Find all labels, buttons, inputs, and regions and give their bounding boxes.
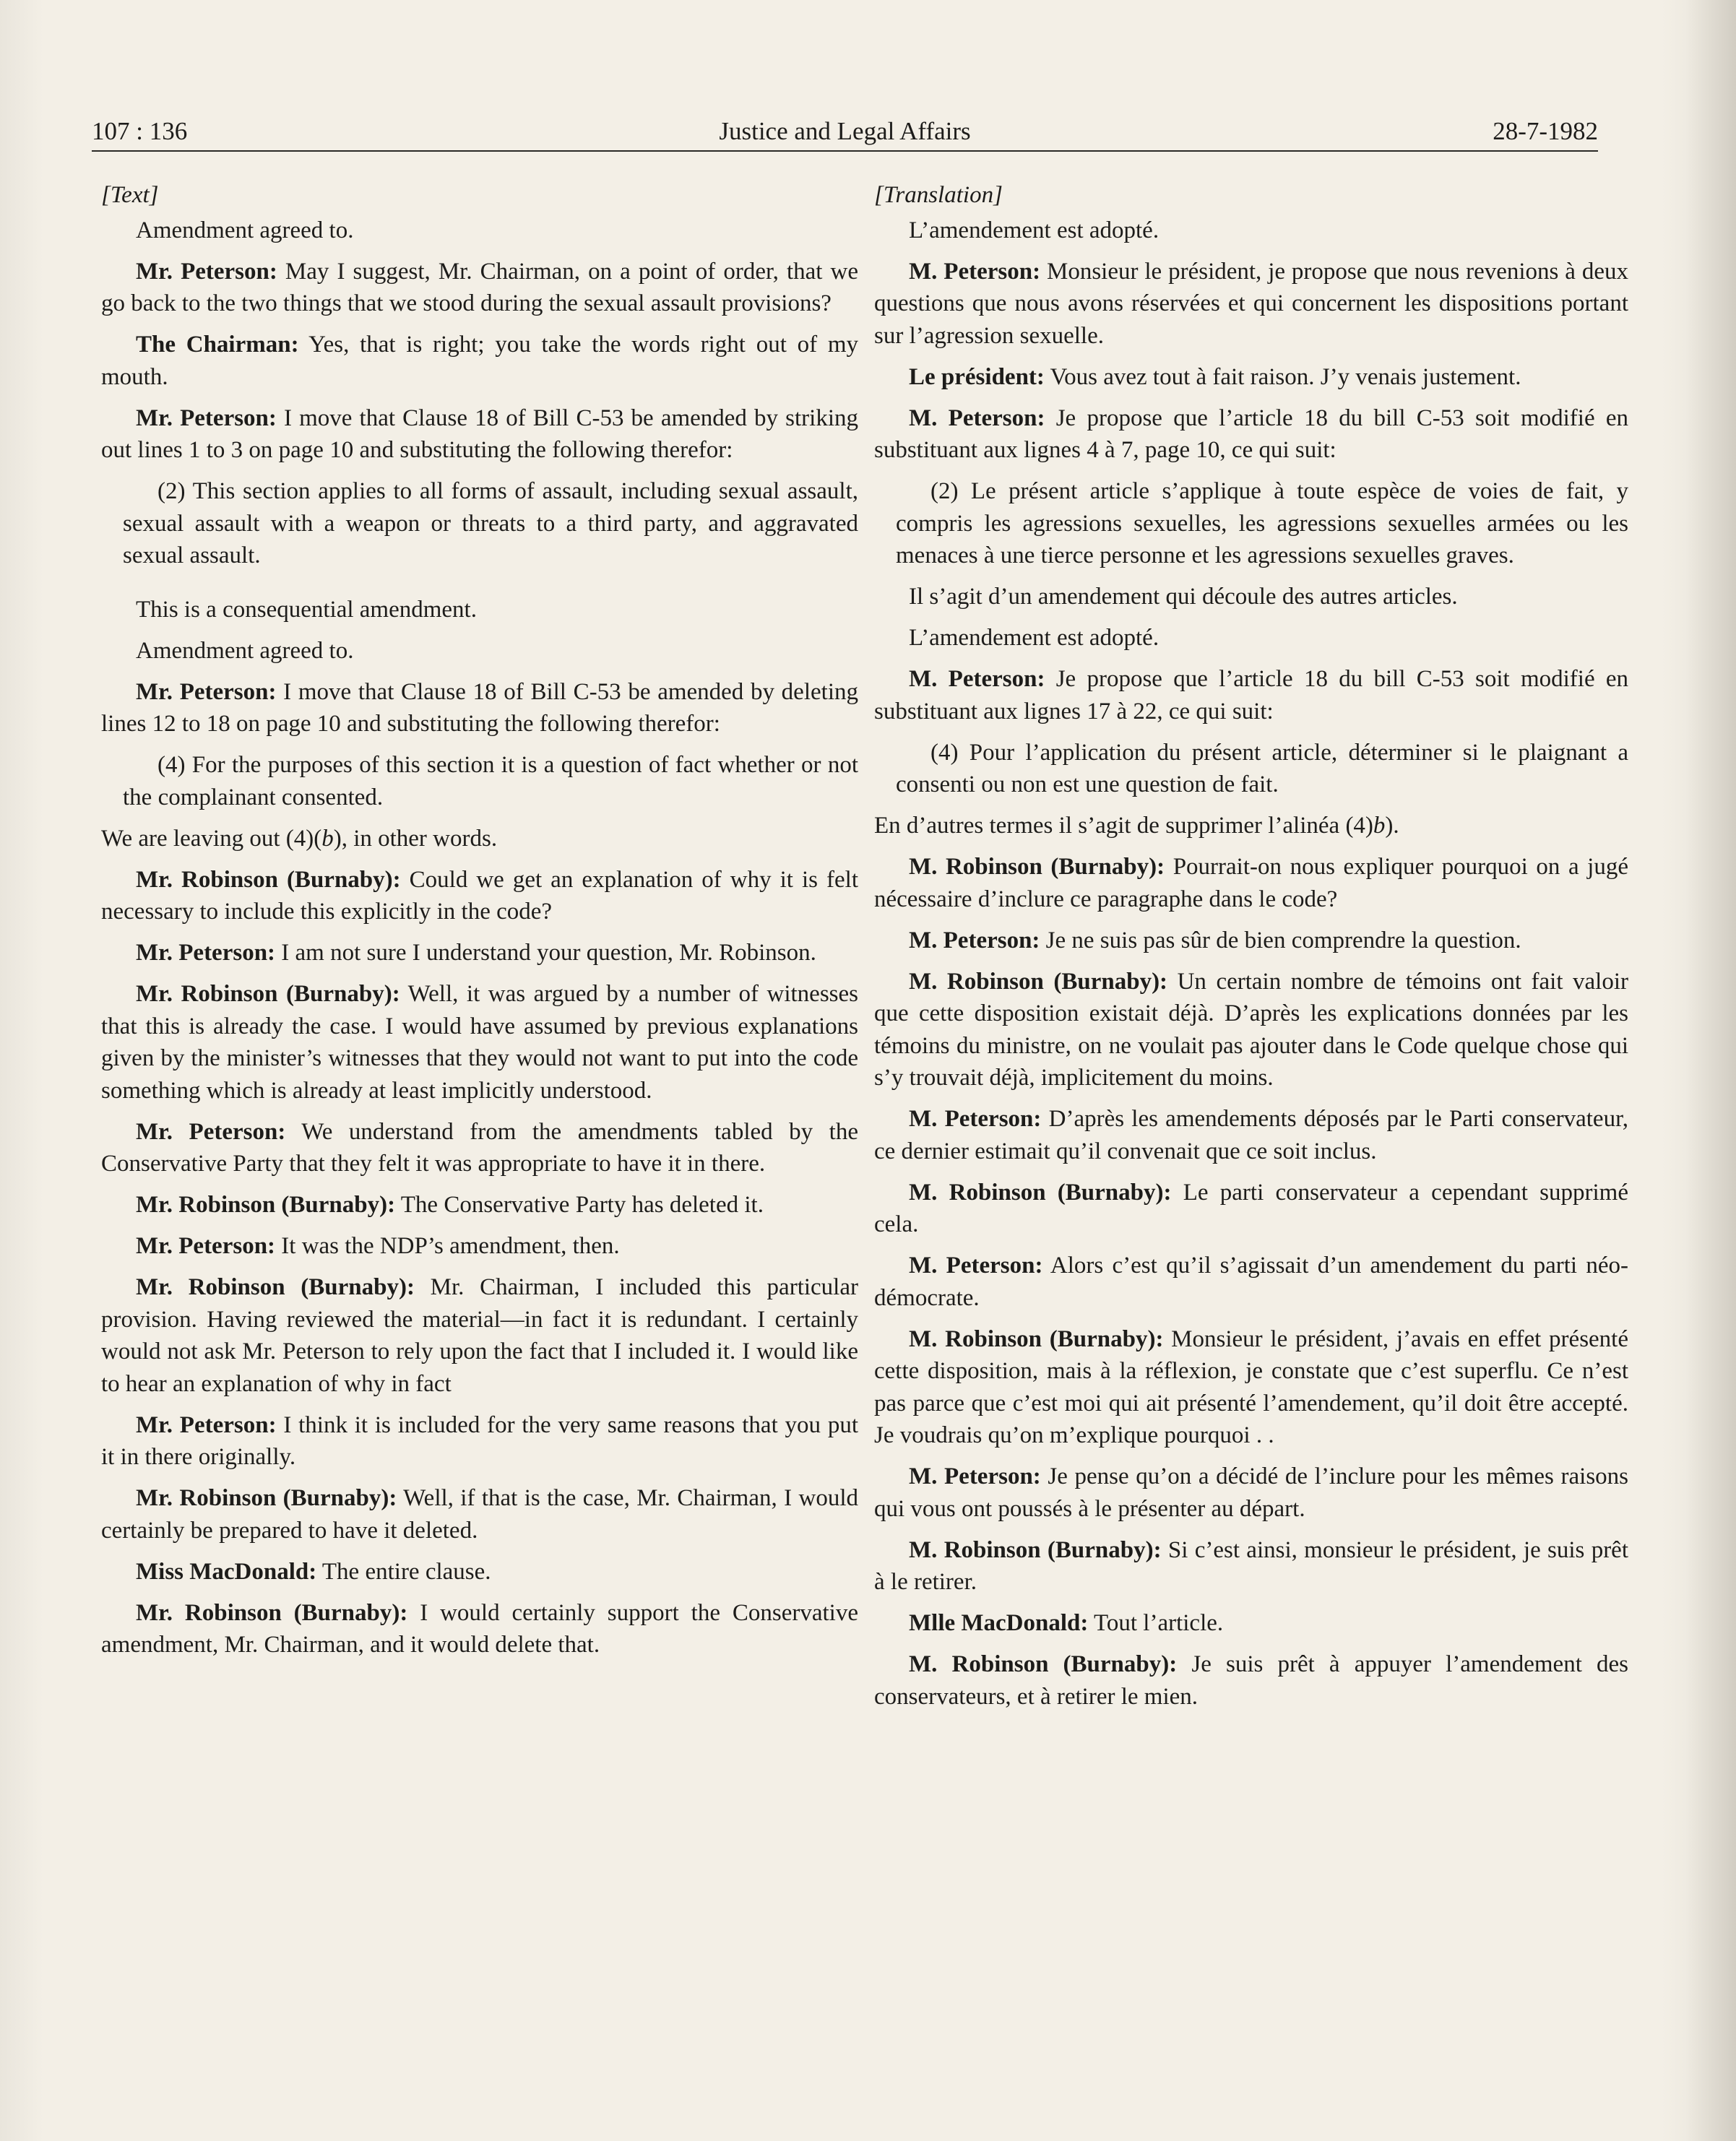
speaker-name: Mr. Robinson (Burnaby): — [136, 1485, 397, 1511]
speech-text: Je ne suis pas sûr de bien comprendre la question. — [1040, 927, 1521, 953]
speaker-name: Mr. Robinson (Burnaby): — [136, 1274, 415, 1300]
speech-text: Yes, that is right; you take the words right out of my mouth. — [101, 332, 858, 390]
translation-tag: [Translation] — [874, 182, 1003, 208]
speaker-name: M. Peterson: — [909, 927, 1040, 953]
text-tag: [Text] — [101, 182, 159, 208]
speaker-name: Mr. Peterson: — [136, 1118, 286, 1145]
speech-paragraph — [874, 1461, 1628, 1525]
speech-paragraph — [101, 256, 858, 320]
speaker-name: M. Peterson: — [909, 1253, 1043, 1279]
speech-text: I move that Clause 18 of Bill C-53 be amended by striking out lines 1 to 3 on page 10 and substituting the following therefor: — [101, 405, 858, 463]
speaker-name: Mr. Peterson: — [136, 678, 277, 705]
speech-paragraph — [874, 1648, 1628, 1713]
speech-text: Je propose que l’article 18 du bill C-53 soit modifié en substituant aux lignes 17 à 22, ce qui suit: — [874, 666, 1628, 725]
speech-text: The entire clause. — [316, 1558, 491, 1585]
speech-text: Mr. Chairman, I included this particular provision. Having reviewed the material—in fact it is redundant. I certainly would not ask Mr. Peterson to rely upon the fact that I included it. I would like to hear an explanation of why in fact — [101, 1274, 858, 1397]
note-paragraph — [874, 810, 1628, 842]
speech-paragraph — [101, 937, 858, 969]
speech-paragraph — [101, 402, 858, 467]
speech-text: Le parti conservateur a cependant supprimé cela. — [874, 1179, 1628, 1237]
speech-paragraph — [874, 1177, 1628, 1241]
statement-paragraph: Amendment agreed to. — [136, 637, 354, 664]
speaker-name: Mr. Robinson (Burnaby): — [136, 1599, 408, 1626]
speech-text: I think it is included for the very same reasons that you put it in there originally. — [101, 1411, 858, 1470]
speaker-name: M. Peterson: — [909, 405, 1045, 431]
statement-paragraph: Amendment agreed to. — [136, 217, 354, 243]
note-text-pre: We are leaving out (4)( — [101, 825, 322, 852]
speaker-name: M. Robinson (Burnaby): — [909, 854, 1165, 880]
french-column — [874, 179, 1628, 1722]
speech-text: Je propose que l’article 18 du bill C-53 soit modifié en substituant aux lignes 4 à 7, page 10, ce qui suit: — [874, 405, 1628, 463]
amendment-text: (2) Le présent article s’applique à toute espèce de voies de fait, y compris les agressions sexuelles, les agressions sexuelles armées ou les menaces à une tierce personne et les agressions sexuelles graves. — [896, 478, 1628, 568]
speech-text: We understand from the amendments tabled by the Conservative Party that they felt it was appropriate to have it in there. — [101, 1118, 858, 1177]
speech-text: May I suggest, Mr. Chairman, on a point of order, that we go back to the two things that we stood during the sexual assault provisions? — [101, 258, 858, 316]
page-number: 107 : 136 — [92, 117, 188, 145]
speaker-name: Mr. Peterson: — [136, 258, 277, 285]
speaker-name: M. Peterson: — [909, 258, 1041, 285]
speech-text: The Conservative Party has deleted it. — [395, 1192, 764, 1218]
page-spine-shadow — [1685, 0, 1736, 2141]
statement-paragraph: L’amendement est adopté. — [909, 217, 1160, 243]
speaker-name: Mr. Peterson: — [136, 1233, 276, 1259]
note-text-pre: En d’autres termes il s’agit de supprimer l’alinéa (4) — [874, 813, 1373, 839]
speaker-name: Mr. Robinson (Burnaby): — [136, 866, 401, 893]
speech-paragraph — [101, 1482, 858, 1547]
speech-text: Tout l’article. — [1088, 1610, 1224, 1636]
speaker-name: Mr. Peterson: — [136, 405, 277, 431]
speaker-name: M. Robinson (Burnaby): — [909, 1179, 1172, 1206]
speaker-name: Le président: — [909, 363, 1045, 390]
speech-paragraph — [101, 1409, 858, 1474]
speaker-name: Mr. Robinson (Burnaby): — [136, 1192, 396, 1218]
english-column — [101, 179, 858, 1670]
speech-paragraph — [101, 1230, 858, 1263]
speech-paragraph — [874, 1250, 1628, 1314]
speech-text: Pourrait-on nous expliquer pourquoi on a jugé nécessaire d’inclure ce paragraphe dans le code? — [874, 854, 1628, 912]
speech-paragraph — [101, 864, 858, 928]
statement-paragraph: L’amendement est adopté. — [909, 625, 1160, 651]
speech-paragraph — [101, 1116, 858, 1180]
speech-text: Well, if that is the case, Mr. Chairman, I would certainly be prepared to have it deleted. — [101, 1485, 858, 1544]
speech-paragraph — [874, 402, 1628, 467]
speech-text: Could we get an explanation of why it is felt necessary to include this explicitly in the code? — [101, 866, 858, 925]
speech-paragraph — [101, 1597, 858, 1661]
speaker-name: Miss MacDonald: — [136, 1558, 317, 1585]
speech-text: Well, it was argued by a number of witnesses that this is already the case. I would have assumed by previous explanations given by the minister’s witnesses that they would not want to put into the code something which is already at least implicitly understood. — [101, 981, 858, 1104]
speaker-name: Mr. Peterson: — [136, 1411, 277, 1438]
page-header — [92, 101, 1598, 152]
speech-paragraph — [101, 1271, 858, 1400]
speech-text: I would certainly support the Conservative amendment, Mr. Chairman, and it would delete that. — [101, 1599, 858, 1658]
statement-paragraph: Il s’agit d’un amendement qui découle des autres articles. — [909, 584, 1458, 610]
note-text-em: b — [321, 825, 334, 852]
note-paragraph — [101, 823, 858, 855]
note-text-post: ), in other words. — [333, 825, 498, 852]
speaker-name: M. Peterson: — [909, 1106, 1042, 1132]
speaker-name: M. Robinson (Burnaby): — [909, 1651, 1178, 1677]
speaker-name: Mlle MacDonald: — [909, 1610, 1089, 1636]
speaker-name: The Chairman: — [136, 332, 299, 358]
speech-paragraph — [874, 1607, 1628, 1640]
speech-text: Monsieur le président, j’avais en effet présenté cette disposition, mais à la réflexion, je constate que c’est superflu. Ce n’est pas parce que c’est moi qui ait présenté l’amendement, qu’il doit être accepté. Je voudrais qu’on m’explique pourquoi . . — [874, 1325, 1628, 1448]
speech-paragraph — [874, 851, 1628, 915]
amendment-text: (4) For the purposes of this section it is a question of fact whether or not the complainant consented. — [123, 752, 858, 810]
speech-text: It was the NDP’s amendment, then. — [275, 1233, 620, 1259]
speech-paragraph — [874, 256, 1628, 352]
speech-paragraph — [874, 361, 1628, 394]
amendment-text: (4) Pour l’application du présent article, déterminer si le plaignant a consenti ou non est une question de fait. — [896, 739, 1628, 797]
speech-text: Je suis prêt à appuyer l’amendement des conservateurs, et à retirer le mien. — [874, 1651, 1628, 1710]
speech-paragraph — [101, 978, 858, 1107]
publication-title: Justice and Legal Affairs — [719, 117, 971, 145]
speaker-name: M. Peterson: — [909, 1463, 1041, 1489]
speech-text: Un certain nombre de témoins ont fait valoir que cette disposition existait déjà. D’après les explications données par les témoins du ministre, on ne voulait pas ajouter dans le Code quelque chose qui s’y trouvait déjà, implicitement du moins. — [874, 968, 1628, 1091]
speaker-name: Mr. Peterson: — [136, 940, 276, 966]
speech-paragraph — [874, 966, 1628, 1094]
speech-text: Alors c’est qu’il s’agissait d’un amendement du parti néo-démocrate. — [874, 1253, 1629, 1311]
speech-paragraph — [101, 329, 858, 393]
speech-text: I move that Clause 18 of Bill C-53 be amended by deleting lines 12 to 18 on page 10 and substituting the following therefor: — [101, 678, 858, 737]
speech-paragraph — [101, 676, 858, 740]
speaker-name: M. Robinson (Burnaby): — [909, 968, 1168, 995]
speech-text: I am not sure I understand your question, Mr. Robinson. — [275, 940, 816, 966]
speech-paragraph — [101, 1556, 858, 1588]
speaker-name: M. Robinson (Burnaby): — [909, 1325, 1164, 1352]
speech-paragraph — [101, 1189, 858, 1221]
note-text-em: b — [1373, 813, 1386, 839]
speech-paragraph — [874, 925, 1628, 957]
speech-paragraph — [874, 1534, 1628, 1599]
note-text-post: ). — [1385, 813, 1399, 839]
speech-text: Je pense qu’on a décidé de l’inclure pour les mêmes raisons qui vous ont poussés à le présenter au départ. — [874, 1463, 1629, 1522]
speaker-name: Mr. Robinson (Burnaby): — [136, 981, 400, 1007]
speech-text: Monsieur le président, je propose que nous revenions à deux questions que nous avons réservées et qui concernent les dispositions portant sur l’agression sexuelle. — [874, 258, 1629, 349]
statement-paragraph: This is a consequential amendment. — [136, 596, 477, 623]
speech-text: Vous avez tout à fait raison. J’y venais justement. — [1044, 363, 1521, 390]
speech-paragraph — [874, 1103, 1628, 1167]
amendment-text: (2) This section applies to all forms of assault, including sexual assault, sexual assault with a weapon or threats to a third party, and aggravated sexual assault. — [123, 478, 858, 568]
speech-paragraph — [874, 663, 1628, 727]
speech-text: D’après les amendements déposés par le Parti conservateur, ce dernier estimait qu’il convenait que ce soit inclus. — [874, 1106, 1628, 1164]
page-date: 28-7-1982 — [1493, 117, 1598, 145]
speech-text: Si c’est ainsi, monsieur le président, je suis prêt à le retirer. — [874, 1536, 1628, 1595]
speaker-name: M. Peterson: — [909, 666, 1045, 692]
speech-paragraph — [874, 1323, 1628, 1452]
speaker-name: M. Robinson (Burnaby): — [909, 1536, 1162, 1563]
